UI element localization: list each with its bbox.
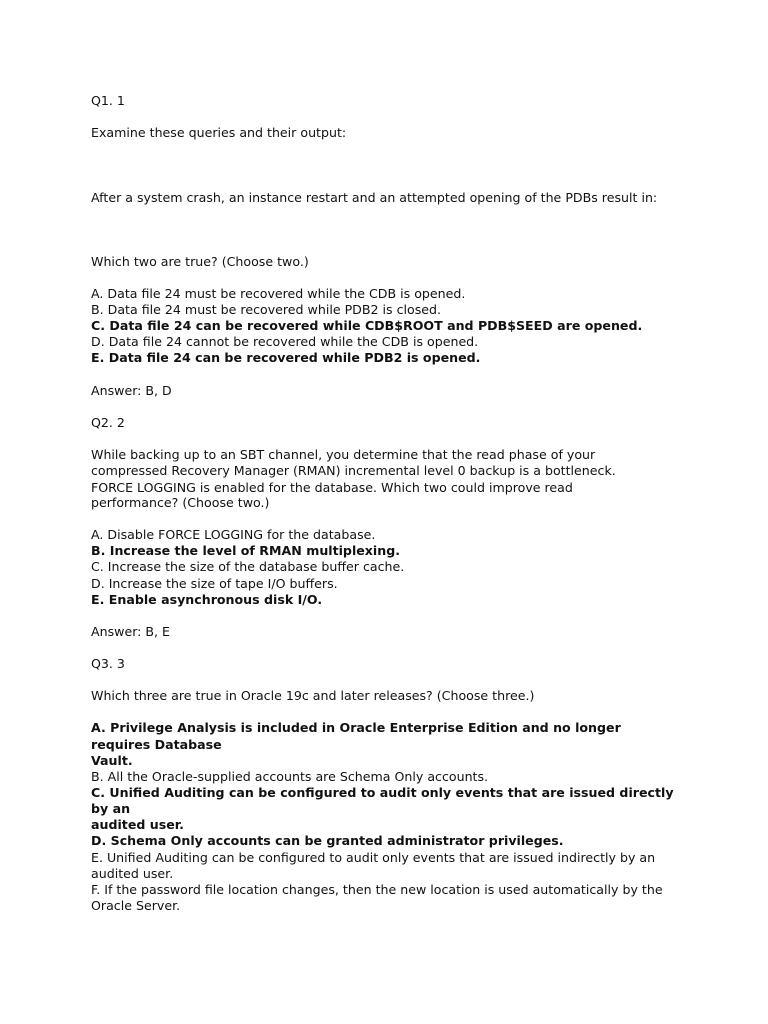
q1-question: Which two are true? (Choose two.) xyxy=(91,254,309,269)
q2-question-line-3: FORCE LOGGING is enabled for the database. Which two could improve read xyxy=(91,480,573,495)
q1-crash-text: After a system crash, an instance restart and an attempted opening of the PDBs result in: xyxy=(91,190,658,205)
q1-option-d: D. Data file 24 cannot be recovered while the CDB is opened. xyxy=(91,334,479,349)
q1-intro: Examine these queries and their output: xyxy=(91,125,347,140)
q1-option-a: A. Data file 24 must be recovered while the CDB is opened. xyxy=(91,286,466,301)
q3-option-a-line-1: A. Privilege Analysis is included in Oracle Enterprise Edition and no longer xyxy=(91,720,621,735)
q3-option-c-line-2: by an xyxy=(91,801,131,816)
q2-option-e: E. Enable asynchronous disk I/O. xyxy=(91,592,323,607)
q3-option-a-line-2: requires Database xyxy=(91,737,222,752)
q2-option-d: D. Increase the size of tape I/O buffers. xyxy=(91,576,338,591)
q3-heading: Q3. 3 xyxy=(91,656,125,671)
q2-option-c: C. Increase the size of the database buffer cache. xyxy=(91,559,405,574)
q2-question-line-1: While backing up to an SBT channel, you determine that the read phase of your xyxy=(91,447,596,462)
q3-option-b: B. All the Oracle-supplied accounts are Schema Only accounts. xyxy=(91,769,489,784)
q2-heading: Q2. 2 xyxy=(91,415,125,430)
q1-heading: Q1. 1 xyxy=(91,93,125,108)
q2-answer: Answer: B, E xyxy=(91,624,171,639)
q3-option-a-line-3: Vault. xyxy=(91,753,133,768)
q1-answer: Answer: B, D xyxy=(91,383,172,398)
q1-option-c: C. Data file 24 can be recovered while CDB$ROOT and PDB$SEED are opened. xyxy=(91,318,643,333)
q2-option-a: A. Disable FORCE LOGGING for the database. xyxy=(91,527,376,542)
q2-question-line-2: compressed Recovery Manager (RMAN) incremental level 0 backup is a bottleneck. xyxy=(91,463,616,478)
q2-option-b: B. Increase the level of RMAN multiplexing. xyxy=(91,543,401,558)
q3-option-f-line-1: F. If the password file location changes, then the new location is used automatically by the xyxy=(91,882,663,897)
q1-option-e: E. Data file 24 can be recovered while PDB2 is opened. xyxy=(91,350,481,365)
q3-option-c-line-3: audited user. xyxy=(91,817,184,832)
q3-option-e-line-2: audited user. xyxy=(91,866,174,881)
q3-question: Which three are true in Oracle 19c and later releases? (Choose three.) xyxy=(91,688,535,703)
q3-option-d: D. Schema Only accounts can be granted administrator privileges. xyxy=(91,833,564,848)
q3-option-f-line-2: Oracle Server. xyxy=(91,898,181,913)
q1-option-b: B. Data file 24 must be recovered while PDB2 is closed. xyxy=(91,302,442,317)
q2-question-line-4: performance? (Choose two.) xyxy=(91,495,270,510)
q3-option-e-line-1: E. Unified Auditing can be configured to audit only events that are issued indirectly by an xyxy=(91,850,656,865)
q3-option-c-line-1: C. Unified Auditing can be configured to audit only events that are issued directly xyxy=(91,785,674,800)
